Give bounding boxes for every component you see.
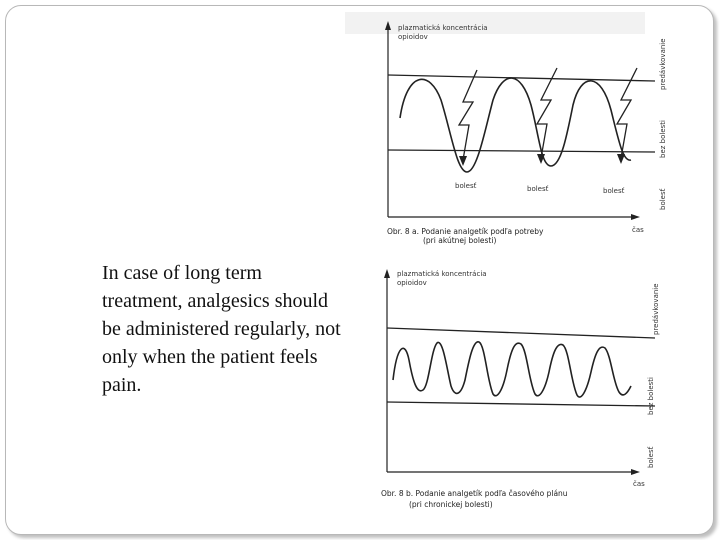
fig-b-y-arrow bbox=[384, 269, 390, 278]
fig-a-trough-label-1: bolesť bbox=[455, 182, 477, 190]
fig-b-zone-overdose: predávkovanie bbox=[652, 283, 660, 335]
fig-b-overdose-threshold bbox=[387, 328, 655, 338]
fig-a-x-label: čas bbox=[632, 226, 644, 234]
fig-b-zone-no-pain: bez bolesti bbox=[647, 377, 655, 415]
fig-b-zone-pain: bolesť bbox=[647, 446, 655, 468]
fig-a-caption: Obr. 8 a. Podanie analgetík podľa potreby bbox=[387, 227, 544, 236]
slide-body-text: In case of long term treatment, analgesics should be administered regularly, not only when the patient feels pain. bbox=[102, 262, 341, 396]
fig-a-trough-label-2: bolesť bbox=[527, 185, 549, 193]
fig-a-trough-label-3: bolesť bbox=[603, 187, 625, 195]
fig-a-zone-no-pain: bez bolesti bbox=[659, 120, 667, 158]
fig-a-zone-pain: bolesť bbox=[659, 188, 667, 210]
fig-a-overdose-threshold bbox=[388, 75, 655, 81]
fig-b-caption: Obr. 8 b. Podanie analgetík podľa časového plánu bbox=[381, 489, 568, 498]
fig-a-y-label-1: plazmatická koncentrácia bbox=[398, 24, 488, 32]
fig-b-concentration-curve bbox=[393, 342, 631, 397]
fig-b-x-arrow bbox=[631, 469, 640, 475]
scan-bleed bbox=[345, 12, 645, 34]
fig-a-caption-sub: (pri akútnej bolesti) bbox=[423, 236, 497, 245]
fig-b-y-label-2: opioidov bbox=[397, 279, 427, 287]
fig-a-dose-arrowhead-3 bbox=[617, 154, 625, 164]
figure-a bbox=[385, 21, 667, 245]
figure-b bbox=[381, 269, 660, 509]
fig-a-zone-overdose: predávkovanie bbox=[659, 38, 667, 90]
fig-a-y-label-2: opioidov bbox=[398, 33, 428, 41]
fig-b-x-label: čas bbox=[633, 480, 645, 488]
fig-b-y-label-1: plazmatická koncentrácia bbox=[397, 270, 487, 278]
fig-b-pain-threshold bbox=[387, 402, 655, 406]
pharmacokinetics-diagram bbox=[345, 10, 715, 535]
fig-b-caption-sub: (pri chronickej bolesti) bbox=[409, 500, 493, 509]
scanned-figure bbox=[345, 10, 715, 535]
fig-a-dose-arrow-1 bbox=[459, 70, 477, 160]
fig-a-pain-threshold bbox=[388, 150, 655, 152]
fig-a-concentration-curve bbox=[400, 78, 631, 172]
fig-a-x-arrow bbox=[631, 214, 640, 220]
